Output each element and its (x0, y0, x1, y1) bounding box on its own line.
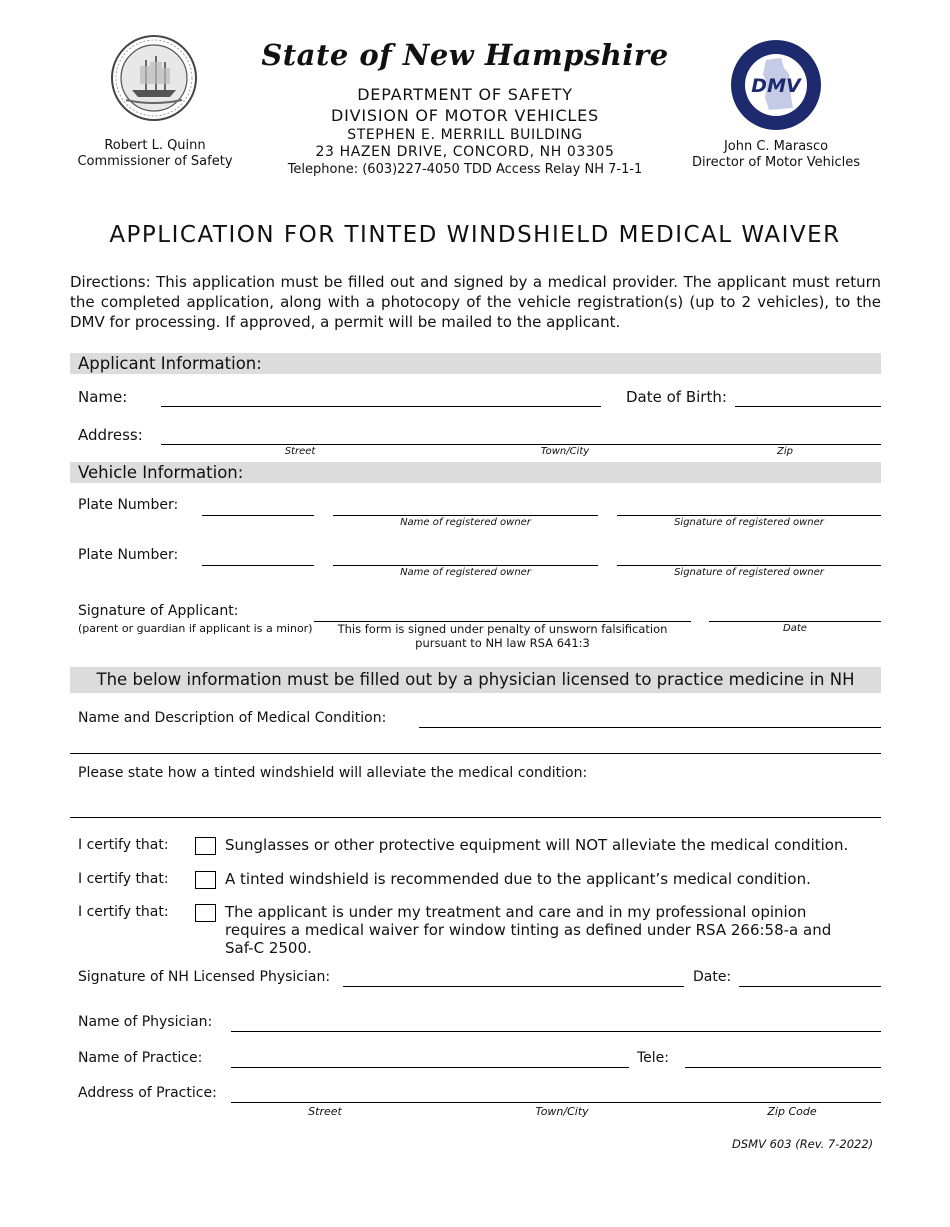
telephone: Telephone: (603)227-4050 TDD Access Relay NH 7-1-1 (287, 162, 643, 177)
commissioner-title: Commissioner of Safety (77, 154, 233, 169)
practice-zip-caption: Zip Code (767, 1105, 817, 1118)
address-block (250, 127, 680, 161)
physician-date-field[interactable] (739, 986, 881, 987)
dmv-logo (729, 38, 823, 132)
applicant-date-field[interactable] (709, 621, 881, 622)
plate-number-field-2[interactable] (202, 565, 314, 566)
practice-name-label: Name of Practice: (78, 1050, 203, 1066)
commissioner-name: Robert L. Quinn (104, 138, 206, 153)
certify-text-1: Sunglasses or other protective equipment will NOT alleviate the medical condition. (225, 836, 849, 854)
physician-signature-field[interactable] (343, 986, 684, 987)
physician-signature-label: Signature of NH Licensed Physician: (78, 969, 331, 985)
plate-label-2: Plate Number: (78, 547, 179, 563)
directions: Directions: This application must be filled out and signed by a medical provider. The applicant must return the completed application, along with a photocopy of the vehicle registration(s) (up to 2 vehicles), to the DMV for processing. If approved, a permit will be mailed to the applicant. (70, 273, 881, 331)
certify-text-2: A tinted windshield is recommended due to the applicant’s medical condition. (225, 870, 811, 888)
applicant-name-field[interactable] (161, 406, 601, 407)
condition-label: Name and Description of Medical Condition: (78, 710, 387, 726)
alleviate-label: Please state how a tinted windshield will alleviate the medical condition: (78, 765, 588, 781)
practice-address-field[interactable] (231, 1102, 881, 1103)
department-name: DEPARTMENT OF SAFETY (357, 85, 573, 104)
penalty-note: This form is signed under penalty of unsworn falsification pursuant to NH law RSA 641:3 (337, 622, 668, 650)
dob-field[interactable] (735, 406, 881, 407)
applicant-section-header: Applicant Information: (70, 353, 881, 374)
practice-street-caption: Street (308, 1105, 342, 1118)
owner-caption-1: Name of registered owner (400, 517, 531, 528)
applicant-signature-label: Signature of Applicant: (78, 603, 239, 619)
certify-checkbox-3[interactable] (195, 904, 216, 922)
physician-section-header: The below information must be filled out by a physician licensed to practice medicine in NH (70, 667, 881, 693)
street-address: 23 HAZEN DRIVE, CONCORD, NH 03305 (315, 144, 615, 160)
building-name: STEPHEN E. MERRILL BUILDING (347, 127, 583, 143)
owner-signature-caption-1: Signature of registered owner (674, 517, 824, 528)
zip-caption: Zip (777, 446, 793, 457)
name-label: Name: (78, 388, 128, 406)
director-name: John C. Marasco (723, 139, 829, 154)
applicant-address-field[interactable] (161, 444, 881, 445)
condition-field[interactable] (419, 727, 881, 728)
commissioner-block (60, 138, 250, 170)
state-seal (110, 34, 198, 122)
form-title: APPLICATION FOR TINTED WINDSHIELD MEDICAL WAIVER (109, 222, 841, 248)
owner-signature-field-2[interactable] (617, 565, 881, 566)
practice-address-label: Address of Practice: (78, 1085, 217, 1101)
alleviate-field[interactable] (70, 817, 881, 818)
tele-label: Tele: (637, 1050, 670, 1066)
town-caption: Town/City (540, 446, 590, 457)
certify-label-1: I certify that: (78, 837, 169, 853)
certify-label-2: I certify that: (78, 871, 169, 887)
address-label: Address: (78, 426, 143, 444)
form-number: DSMV 603 (Rev. 7-2022) (732, 1137, 874, 1151)
physician-name-field[interactable] (231, 1031, 881, 1032)
plate-label-1: Plate Number: (78, 497, 179, 513)
practice-name-field[interactable] (231, 1067, 629, 1068)
owner-signature-caption-2: Signature of registered owner (674, 567, 824, 578)
applicant-signature-sublabel: (parent or guardian if applicant is a minor) (78, 622, 313, 635)
certify-checkbox-2[interactable] (195, 871, 216, 889)
certify-text-3: The applicant is under my treatment and care and in my professional opinion requires a medical waiver for window tinting as defined under RSA 266:58-a and Saf-C 2500. (225, 903, 832, 957)
director-block (680, 139, 872, 171)
street-caption: Street (284, 446, 316, 457)
date-caption: Date (783, 623, 807, 634)
owner-caption-2: Name of registered owner (400, 567, 531, 578)
physician-name-label: Name of Physician: (78, 1014, 213, 1030)
vehicle-section-header: Vehicle Information: (70, 462, 881, 483)
owner-name-field-2[interactable] (333, 565, 598, 566)
director-title: Director of Motor Vehicles (692, 155, 860, 170)
state-title: State of New Hampshire (261, 38, 669, 72)
owner-signature-field-1[interactable] (617, 515, 881, 516)
tele-field[interactable] (685, 1067, 881, 1068)
practice-town-caption: Town/City (535, 1105, 589, 1118)
division-name: DIVISION OF MOTOR VEHICLES (330, 106, 600, 125)
owner-name-field-1[interactable] (333, 515, 598, 516)
certify-checkbox-1[interactable] (195, 837, 216, 855)
physician-date-label: Date: (693, 969, 732, 985)
department-block (250, 84, 680, 126)
condition-field-line-2[interactable] (70, 753, 881, 754)
certify-label-3: I certify that: (78, 904, 169, 920)
plate-number-field-1[interactable] (202, 515, 314, 516)
dmv-logo-text: DMV (751, 75, 801, 97)
dob-label: Date of Birth: (626, 388, 727, 406)
